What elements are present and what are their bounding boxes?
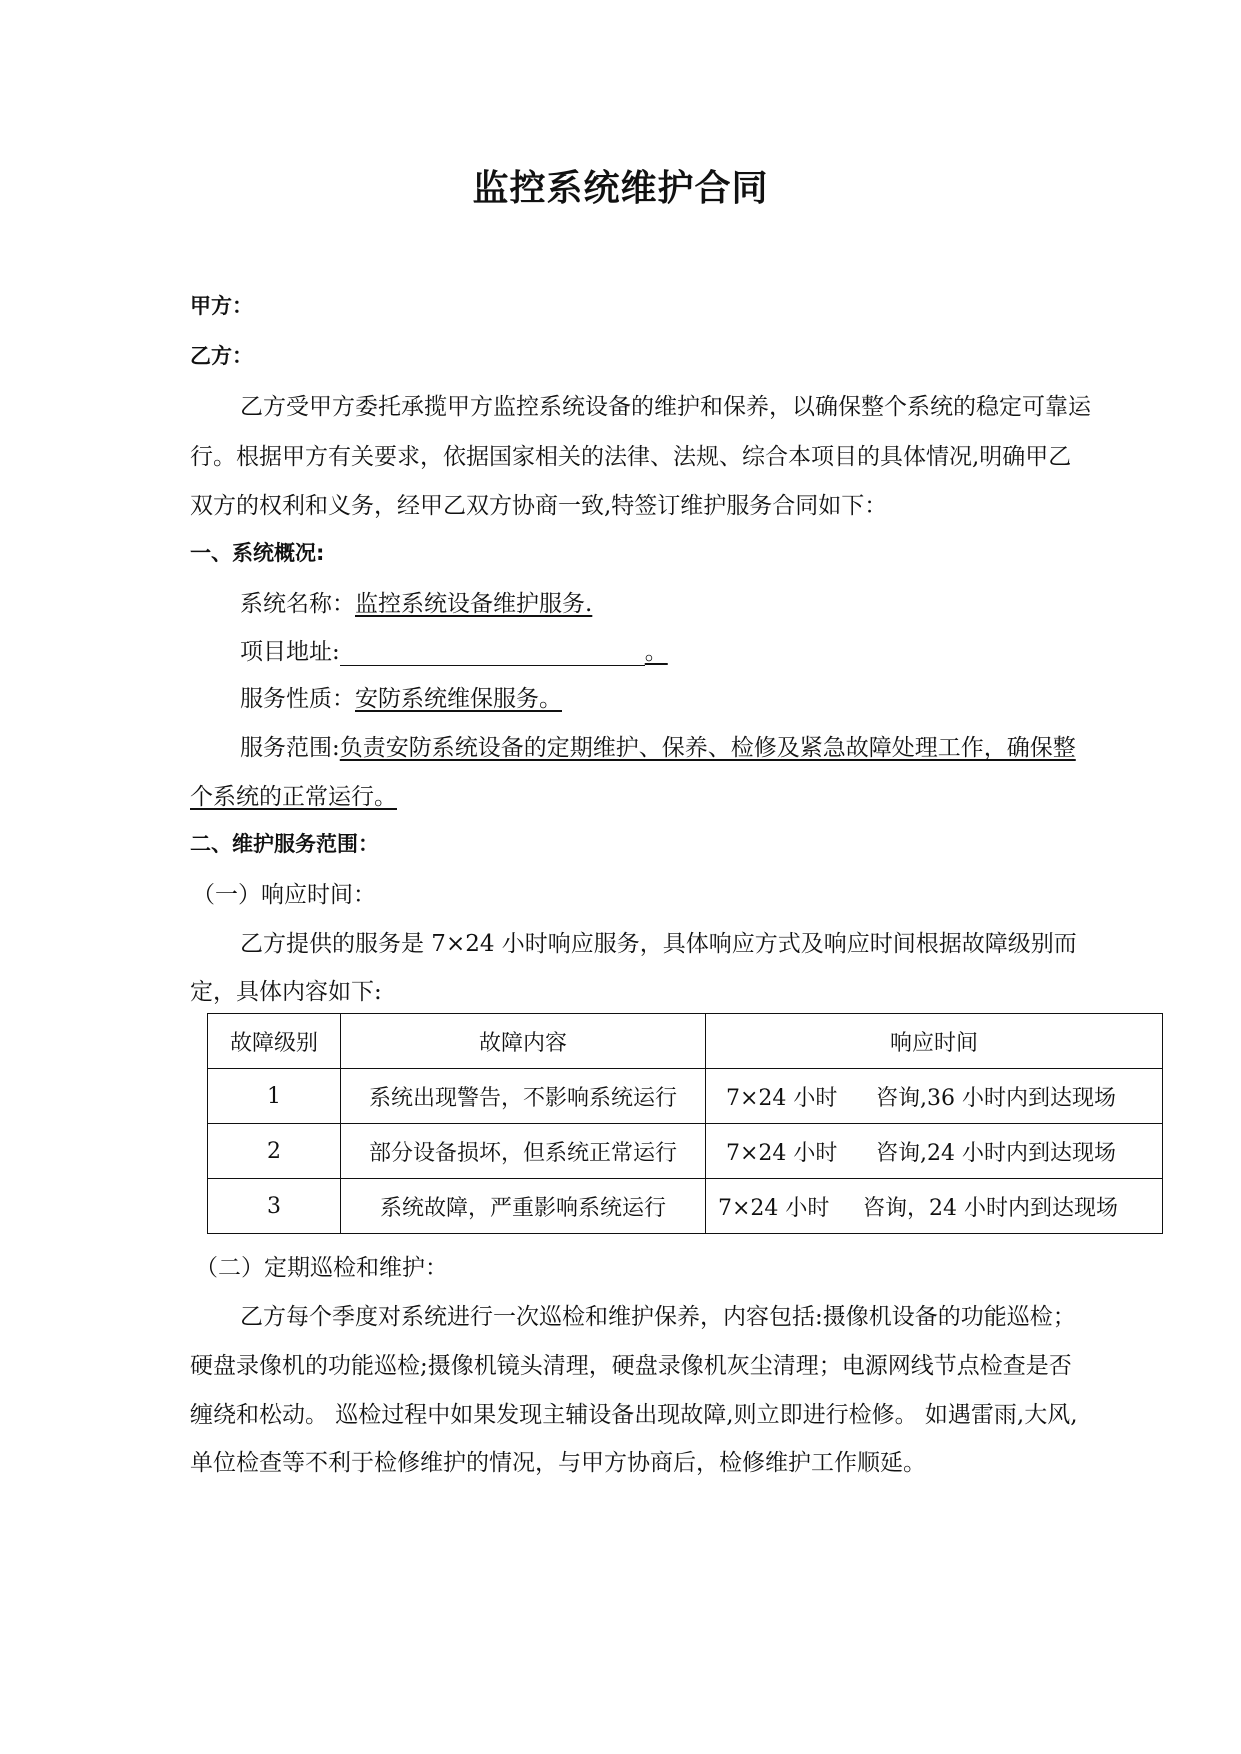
- system-name-label: 系统名称：: [240, 591, 355, 617]
- party-b-label: 乙方：: [190, 344, 253, 368]
- table-row: [208, 1069, 1163, 1124]
- address-label: 项目地址:: [240, 639, 340, 665]
- table-row: [208, 1124, 1163, 1179]
- sub2-line-1: 乙方每个季度对系统进行一次巡检和维护保养，内容包括:摄像机设备的功能巡检；: [240, 1304, 1076, 1330]
- row-level: 3: [208, 1179, 341, 1234]
- intro-line-3: 双方的权利和义务，经甲乙双方协商一致,特签订维护服务合同如下：: [190, 493, 888, 519]
- row-time: [706, 1069, 1163, 1124]
- row-level: 1: [208, 1069, 341, 1124]
- header-level: 故障级别: [208, 1014, 341, 1069]
- row-time: [706, 1179, 1163, 1234]
- section1-heading: 一、系统概况:: [190, 541, 325, 565]
- section2-heading: 二、维护服务范围：: [190, 832, 379, 856]
- row-level: 2: [208, 1124, 341, 1179]
- scope-row: [240, 729, 1076, 762]
- sub1-line-2: 定，具体内容如下:: [190, 979, 382, 1005]
- nature-label: 服务性质：: [240, 686, 355, 712]
- table-row: [208, 1179, 1163, 1234]
- row-content: 系统出现警告，不影响系统运行: [341, 1069, 706, 1124]
- row-time-a: 7×24 小时: [726, 1140, 838, 1166]
- intro-line-1: 乙方受甲方委托承揽甲方监控系统设备的维护和保养，以确保整个系统的稳定可靠运: [240, 394, 1091, 420]
- sub2-line-3: 缠绕和松动。 巡检过程中如果发现主辅设备出现故障,则立即进行检修。 如遇雷雨,大风,: [190, 1402, 1078, 1428]
- sub1-line-1: 乙方提供的服务是 7×24 小时响应服务，具体响应方式及响应时间根据故障级别而: [240, 931, 1077, 957]
- row-content: 系统故障，严重影响系统运行: [341, 1179, 706, 1234]
- system-name-value: 监控系统设备维护服务.: [355, 591, 593, 617]
- system-name-row: [240, 585, 592, 618]
- nature-value: 安防系统维保服务。: [355, 686, 562, 712]
- row-content: 部分设备损坏，但系统正常运行: [341, 1124, 706, 1179]
- row-time-b: 咨询,36 小时内到达现场: [876, 1085, 1116, 1111]
- page-title: 监控系统维护合同: [472, 168, 769, 209]
- address-end: 。: [644, 639, 668, 665]
- address-row: [240, 633, 680, 666]
- scope-value-line-1: 负责安防系统设备的定期维护、保养、检修及紧急故障处理工作，确保整: [339, 735, 1076, 761]
- table-header-row: [208, 1014, 1163, 1069]
- nature-row: [240, 680, 562, 713]
- scope-value-line-2: 个系统的正常运行。: [190, 784, 397, 810]
- header-content: 故障内容: [341, 1014, 706, 1069]
- row-time-b: 咨询，24 小时内到达现场: [863, 1195, 1118, 1221]
- intro-line-2: 行。根据甲方有关要求，依据国家相关的法律、法规、综合本项目的具体情况,明确甲乙: [190, 444, 1072, 470]
- row-time: [706, 1124, 1163, 1179]
- sub2-title: （二）定期巡检和维护：: [195, 1255, 448, 1281]
- header-time: 响应时间: [706, 1014, 1163, 1069]
- party-a-label: 甲方：: [190, 294, 253, 318]
- sub2-line-4: 单位检查等不利于检修维护的情况，与甲方协商后，检修维护工作顺延。: [190, 1450, 926, 1476]
- sub1-title: （一）响应时间：: [192, 882, 376, 908]
- address-blank-line: [340, 641, 645, 666]
- response-time-table: [207, 1013, 1163, 1234]
- row-time-b: 咨询,24 小时内到达现场: [876, 1140, 1116, 1166]
- row-time-a: 7×24 小时: [726, 1085, 838, 1111]
- scope-label: 服务范围:: [240, 735, 340, 761]
- row-time-a: 7×24 小时: [718, 1195, 830, 1221]
- sub2-line-2: 硬盘录像机的功能巡检;摄像机镜头清理，硬盘录像机灰尘清理；电源网线节点检查是否: [190, 1353, 1072, 1379]
